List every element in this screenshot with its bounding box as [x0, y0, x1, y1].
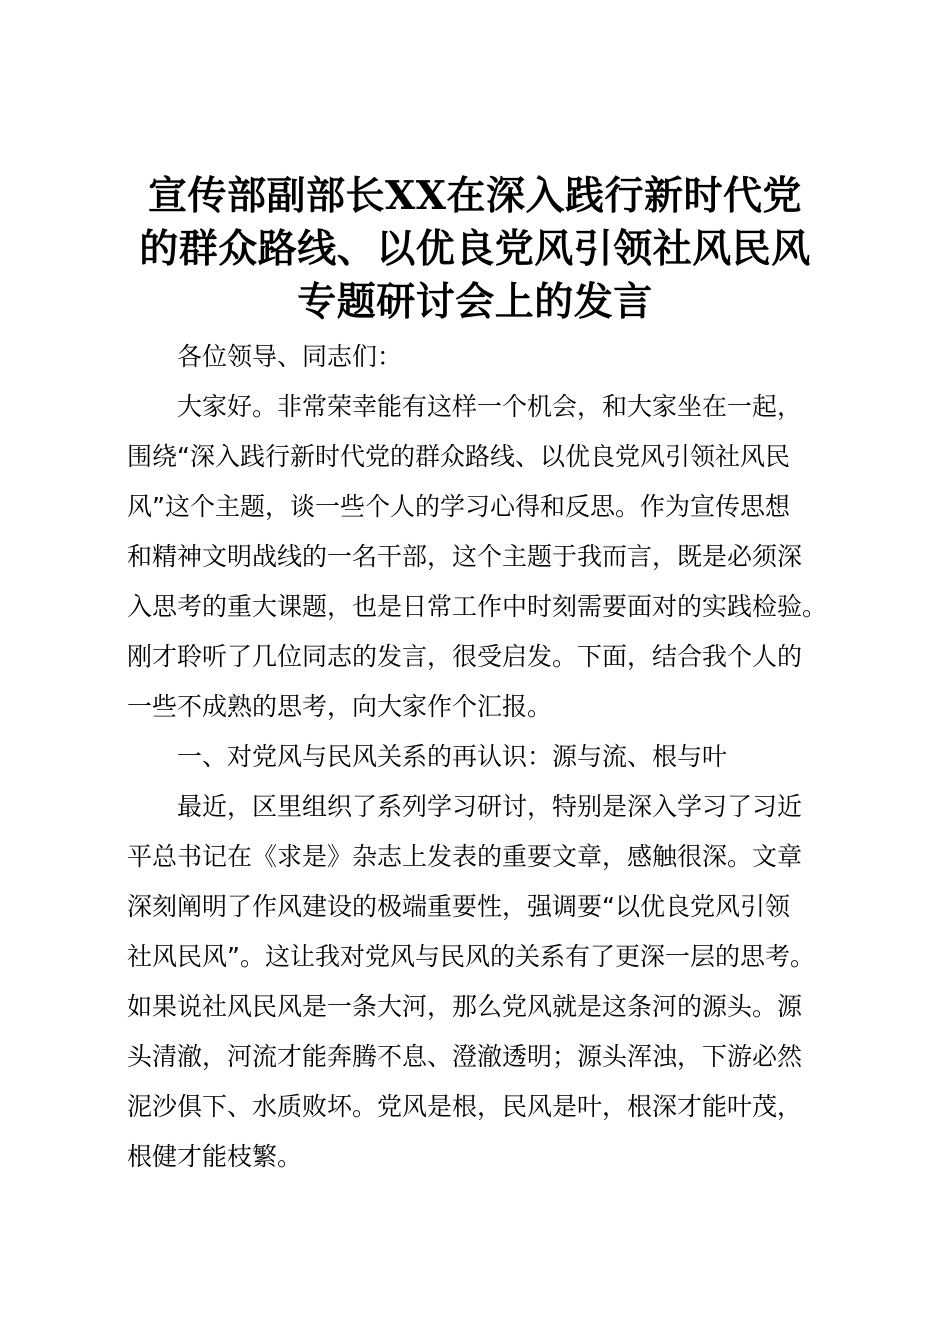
- paragraph-line: 风”这个主题，谈一些个人的学习心得和反思。作为宣传思想: [127, 492, 790, 521]
- document-body: [127, 332, 837, 1182]
- paragraph-line: 平总书记在《求是》杂志上发表的重要文章，感触很深。文章: [127, 842, 803, 871]
- paragraph-line: 根健才能枝繁。: [127, 1142, 303, 1171]
- paragraph-line: 刚才聆听了几位同志的发言，很受启发。下面，结合我个人的: [127, 642, 803, 671]
- document-title: [110, 170, 840, 329]
- paragraph-line: 大家好。非常荣幸能有这样一个机会，和大家坐在一起，: [177, 392, 803, 421]
- paragraph-line: 和精神文明战线的一名干部，这个主题于我而言，既是必须深: [127, 542, 803, 571]
- paragraph-line: 头清澈，河流才能奔腾不息、澄澈透明；源头浑浊，下游必然: [127, 1042, 803, 1071]
- paragraph-line: 泥沙俱下、水质败坏。党风是根，民风是叶，根深才能叶茂，: [127, 1092, 803, 1121]
- title-line-3: 专题研讨会上的发言: [297, 279, 653, 325]
- title-line-2: 的群众路线、以优良党风引领社风民风: [139, 226, 811, 272]
- paragraph-line: 如果说社风民风是一条大河，那么党风就是这条河的源头。源: [127, 992, 803, 1021]
- paragraph-line: 一些不成熟的思考，向大家作个汇报。: [127, 692, 553, 721]
- paragraph-line: 社风民风”。这让我对党风与民风的关系有了更深一层的思考。: [127, 942, 815, 971]
- title-line-1: 宣传部副部长XX在深入践行新时代党: [147, 173, 803, 219]
- salutation: 各位领导、同志们：: [177, 342, 403, 371]
- paragraph-line: 围绕“深入践行新时代党的群众路线、以优良党风引领社风民: [127, 442, 790, 471]
- section-heading: 一、对党风与民风关系的再认识：源与流、根与叶: [177, 742, 728, 771]
- paragraph-line: 深刻阐明了作风建设的极端重要性，强调要“以优良党风引领: [127, 892, 790, 921]
- paragraph-line: 入思考的重大课题，也是日常工作中时刻需要面对的实践检验。: [127, 592, 828, 621]
- paragraph-line: 最近，区里组织了系列学习研讨，特别是深入学习了习近: [177, 792, 803, 821]
